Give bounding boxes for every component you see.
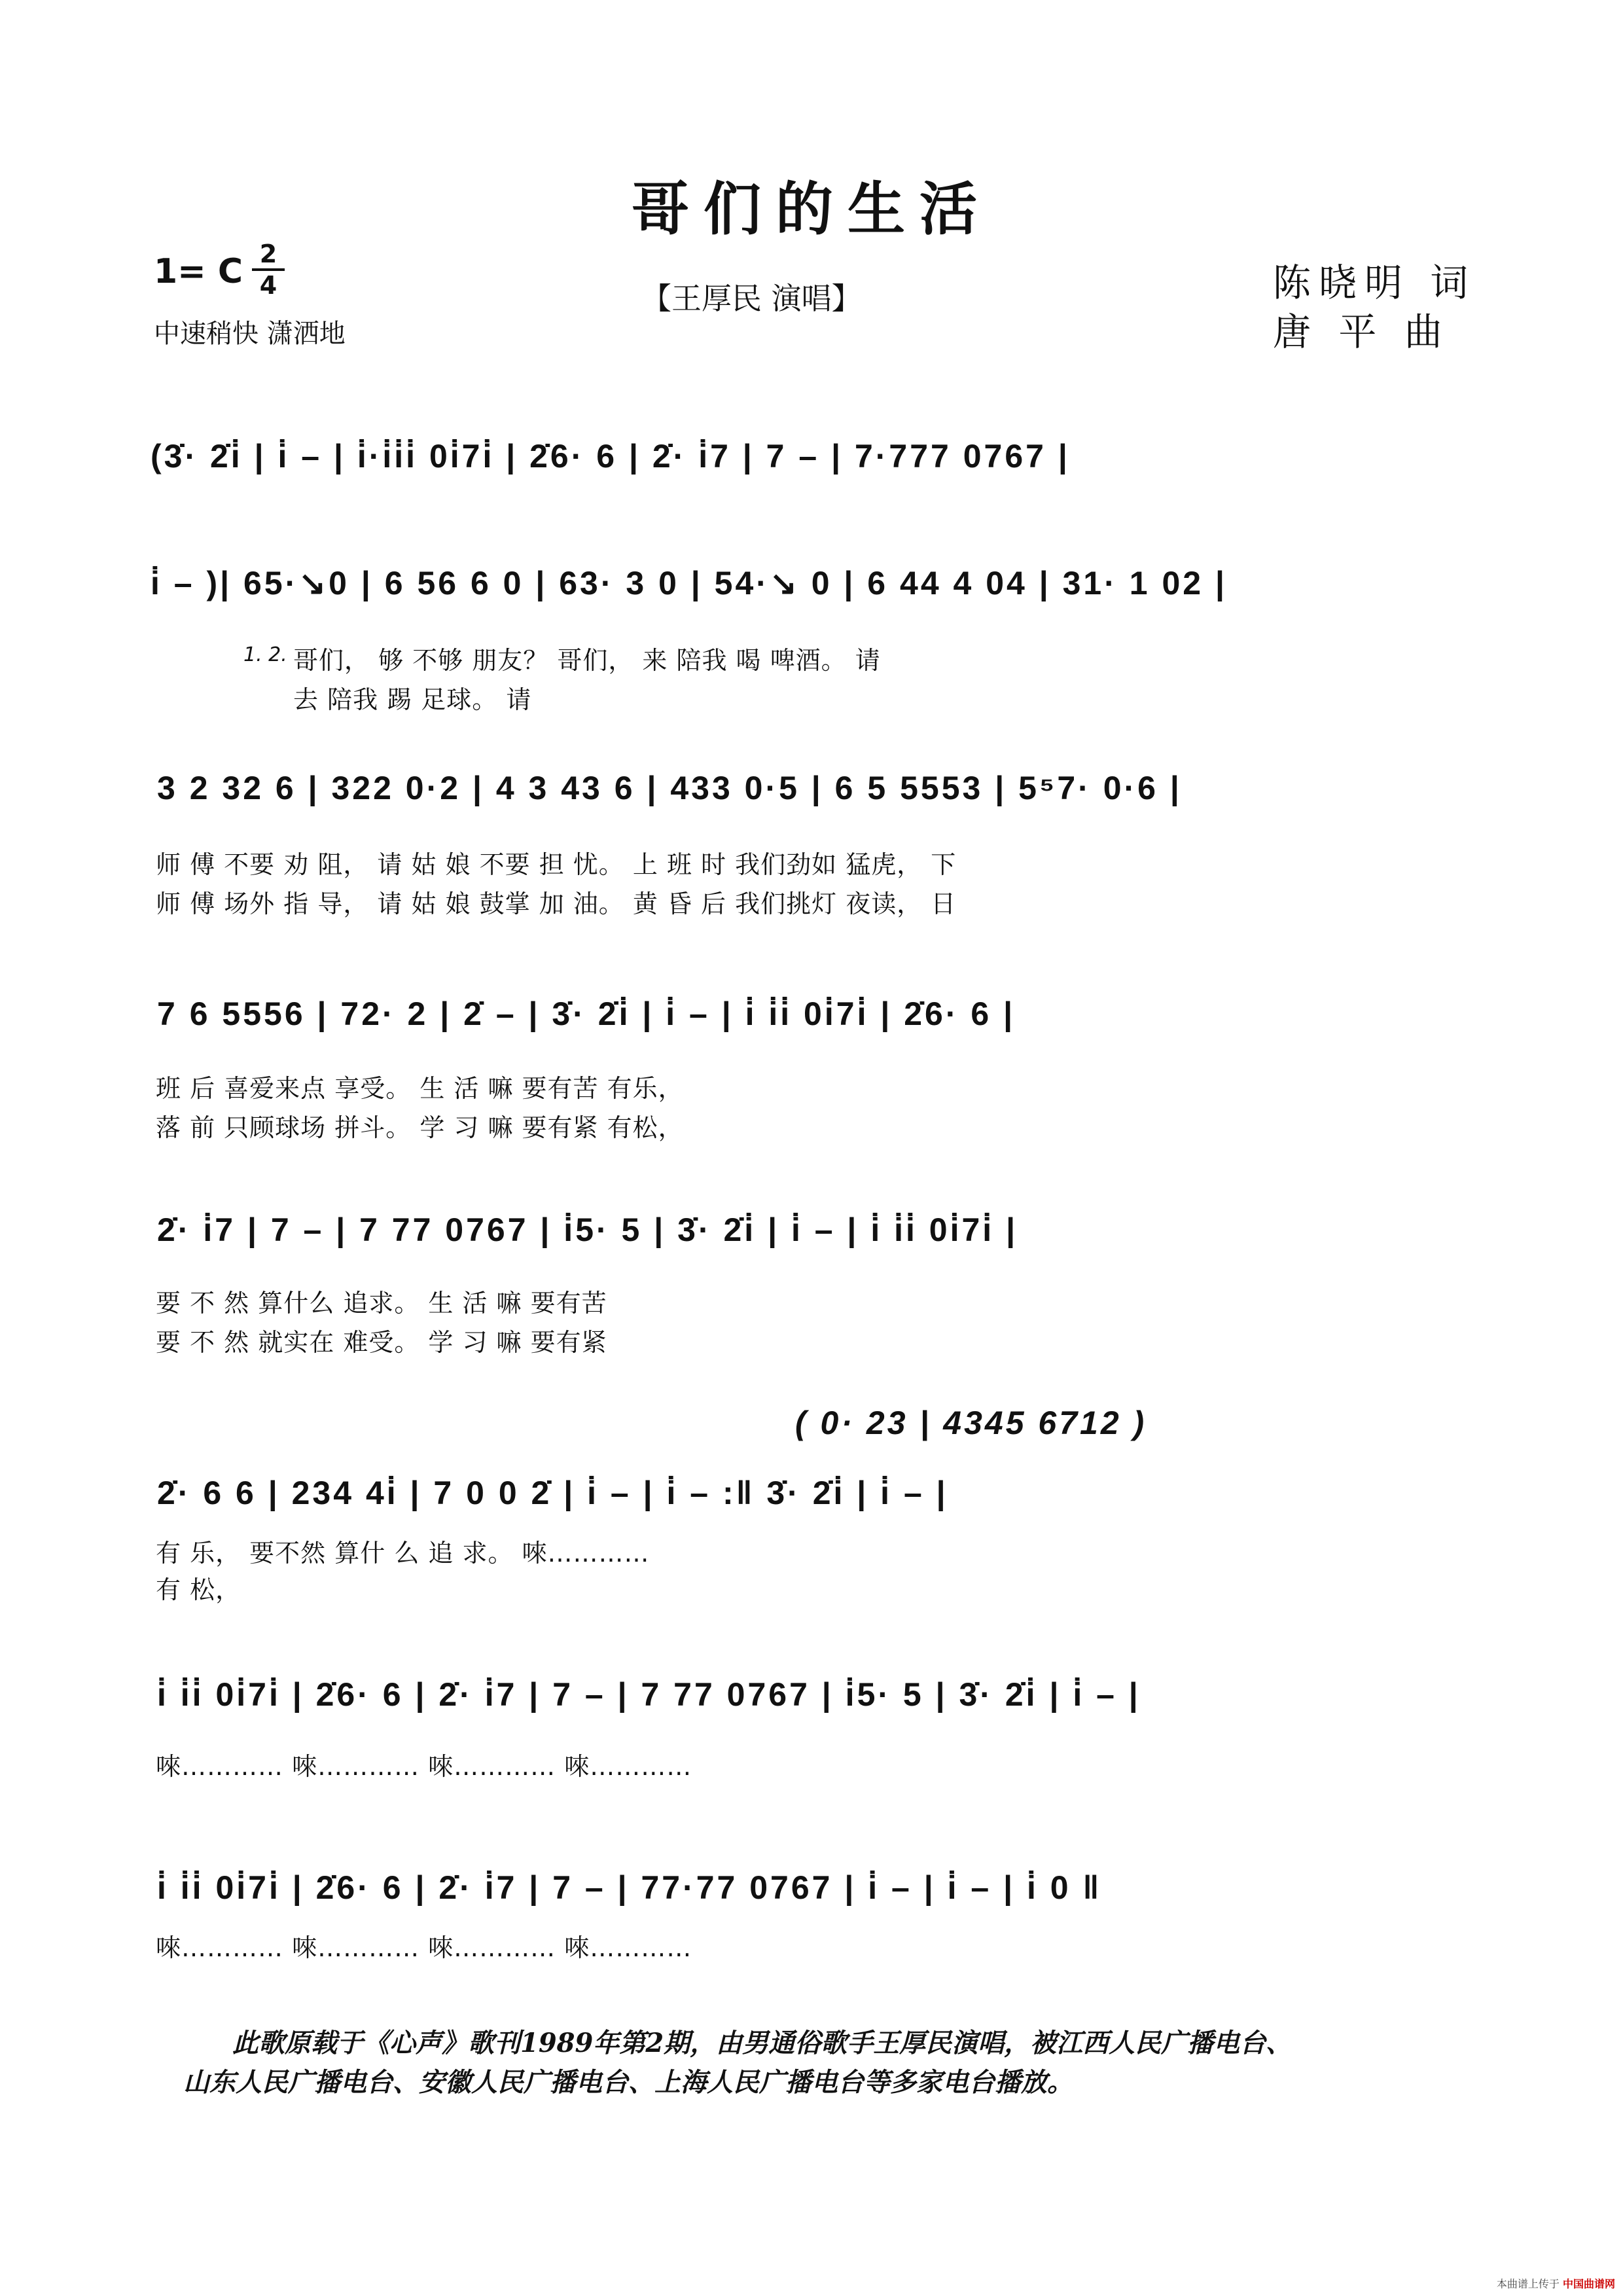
lyric-line: 要 不 然 就实在 难受。 学 习 嘛 要有紧 <box>156 1328 607 1357</box>
lyric-line: 落 前 只顾球场 拼斗。 学 习 嘛 要有紧 有松， <box>156 1113 684 1142</box>
score-system-6: 2̇· 6 6 | 234 4i̇ | 7 0 0 2̇ | i̇ – | i̇ – :‖ 3̇· 2̇i̇ | i̇ – | <box>157 1475 948 1511</box>
lyric-line: 唻………… 唻………… 唻………… 唻………… <box>156 1752 692 1781</box>
lyric-line: 班 后 喜爱来点 享受。 生 活 嘛 要有苦 有乐， <box>156 1074 684 1103</box>
score-system-2: i̇ – )| 65·↘0 | 6 56 6 0 | 63· 3 0 | 54·↘ 0 | 6 44 4 04 | 31· 1 02 | <box>151 565 1227 601</box>
time-signature <box>252 241 285 298</box>
lyric-line: 师 傅 场外 指 导， 请 姑 娘 鼓掌 加 油。 黄 昏 后 我们挑灯 夜读， 日 <box>156 889 957 918</box>
lyric-line: 有 乐， 要不然 算什 么 追 求。 唻………… <box>156 1539 650 1568</box>
footer-uploader-text: 本曲谱上传于 <box>1496 2278 1560 2290</box>
footer-watermark <box>1497 2276 1615 2291</box>
source-note-line: 山东人民广播电台、安徽人民广播电台、上海人民广播电台等多家电台播放。 <box>183 2067 1073 2098</box>
lyric-line: 师 傅 不要 劝 阻， 请 姑 娘 不要 担 忧。 上 班 时 我们劲如 猛虎， 下 <box>156 850 957 879</box>
site-logo-text: 中国曲谱网 <box>1562 2278 1615 2290</box>
time-signature-top: 2 <box>259 240 277 268</box>
lyric-line: 唻………… 唻………… 唻………… 唻………… <box>156 1933 692 1962</box>
lyric-line: 去 陪我 踢 足球。 请 <box>293 685 532 714</box>
lyric-line: 哥们， 够 不够 朋友？ 哥们， 来 陪我 喝 啤酒。 请 <box>293 646 881 675</box>
verse-mark: 1. 2. <box>243 643 287 666</box>
score-system-1: (3̇· 2̇i̇ | i̇ – | i̇·i̇i̇i̇ 0i̇7i̇ | 2̇6· 6 | 2̇· i̇7 | 7 – | 7·777 0767 | <box>151 438 1070 475</box>
score-system-6-accompaniment: ( 0· 23 | 4345 6712 ) <box>795 1405 1147 1441</box>
key-signature: 1= C <box>154 252 243 291</box>
composer-credit: 唐 平 曲 <box>1273 310 1450 354</box>
time-signature-bottom: 4 <box>259 271 277 300</box>
score-system-8: i̇ i̇i̇ 0i̇7i̇ | 2̇6· 6 | 2̇· i̇7 | 7 – | 77·77 0767 | i̇ – | i̇ – | i̇ 0 ‖ <box>157 1869 1102 1906</box>
score-system-5: 2̇· i̇7 | 7 – | 7 77 0767 | i̇5· 5 | 3̇· 2̇i̇ | i̇ – | i̇ i̇i̇ 0i̇7i̇ | <box>157 1211 1018 1248</box>
lyric-line: 有 松， <box>156 1575 241 1604</box>
song-title: 哥们的生活 <box>631 175 991 243</box>
singer-credit: 【王厚民 演唱】 <box>641 281 862 316</box>
lyricist-credit: 陈晓明 词 <box>1273 260 1476 305</box>
score-system-4: 7 6 5556 | 72· 2 | 2̇ – | 3̇· 2̇i̇ | i̇ – | i̇ i̇i̇ 0i̇7i̇ | 2̇6· 6 | <box>157 996 1016 1032</box>
source-note-line: 此歌原载于《心声》歌刊1989年第2期，由男通俗歌手王厚民演唱，被江西人民广播电台、 <box>232 2028 1293 2058</box>
score-system-7: i̇ i̇i̇ 0i̇7i̇ | 2̇6· 6 | 2̇· i̇7 | 7 – | 7 77 0767 | i̇5· 5 | 3̇· 2̇i̇ | i̇ – | <box>157 1676 1141 1713</box>
score-system-3: 3 2 32 6 | 322 0·2 | 4 3 43 6 | 433 0·5 | 6 5 5553 | 5⁵7· 0·6 | <box>157 770 1182 806</box>
tempo-marking: 中速稍快 潇洒地 <box>154 319 346 349</box>
lyric-line: 要 不 然 算什么 追求。 生 活 嘛 要有苦 <box>156 1289 607 1318</box>
